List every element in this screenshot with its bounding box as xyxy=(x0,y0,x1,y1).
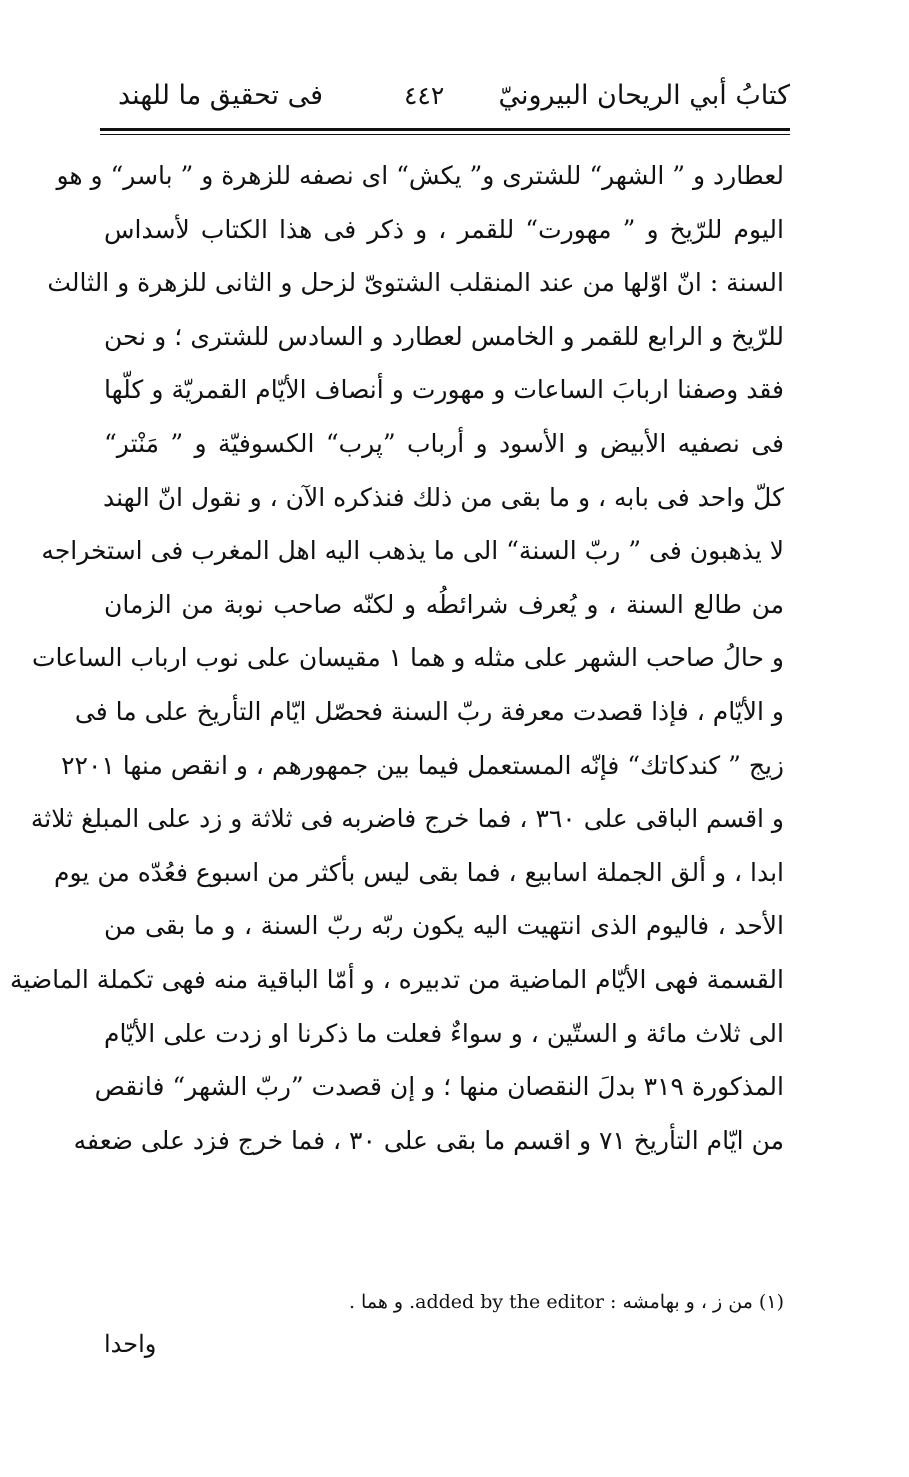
text-line: من طالع السنة ، و يُعرف شرائطُه و لكنّه صاحب نوبة من الزمان xyxy=(104,589,784,619)
text-line: من ايّام التأريخ ٧١ و اقسم ما بقى على ٣٠ ، فما خرج فزد على ضعفه xyxy=(73,1125,784,1155)
text-line: السنة : انّ اوّلها من عند المنقلب الشتوىّ لزحل و الثانى للزهرة و الثالث xyxy=(47,268,784,298)
page-number: ٤٤٢ xyxy=(404,81,445,110)
text-line: زيج ” كندكاتك“ فإنّه المستعمل فيما بين جمهورهم ، و انقص منها ٢٢٠١ xyxy=(61,750,784,780)
header-rule-thick xyxy=(100,128,790,131)
running-header xyxy=(100,76,790,120)
text-line: لعطارد و ” الشهر“ للشترى و” يكش“ اى نصفه للزهرة و ” باسر“ و هو xyxy=(56,161,784,190)
text-line: الى ثلاث مائة و الستّين ، و سواءٌ فعلت ما ذكرنا او زدت على الأيّام xyxy=(104,1018,784,1048)
text-line: فى نصفيه الأبيض و الأسود و أرباب ”پرب“ الكسوفيّة و ” مَنْتر“ xyxy=(104,428,784,458)
catchword: واحدا xyxy=(104,1330,157,1358)
text-line: فقد وصفنا اربابَ الساعات و مهورت و أنصاف الأيّام القمريّة و كلّها xyxy=(104,375,784,405)
running-header-book-title: كتابُ أبي الريحان البيرونيّ xyxy=(498,80,790,111)
text-line: كلّ واحد فى بابه ، و ما بقى من ذلك فنذكره الآن ، و نقول انّ الهند xyxy=(103,482,784,512)
header-rule-thin xyxy=(100,134,790,135)
text-line: اليوم للرّيخ و ” مهورت“ للقمر ، و ذكر فى هذا الكتاب لأسداس xyxy=(104,214,784,244)
text-line: ابدا ، و ألق الجملة اسابيع ، فما بقى ليس بأكثر من اسبوع فعُدّه من يوم xyxy=(54,857,784,887)
text-line: القسمة فهى الأيّام الماضية من تدبيره ، و أمّا الباقية منه فهى تكملة الماضية xyxy=(9,964,784,994)
text-line: و الأيّام ، فإذا قصدت معرفة ربّ السنة فحصّل ايّام التأريخ على ما فى xyxy=(74,696,784,726)
text-line: الأحد ، فاليوم الذى انتهيت اليه يكون ربّه ربّ السنة ، و ما بقى من xyxy=(104,911,784,941)
text-line: المذكورة ٣١٩ بدلَ النقصان منها ؛ و إن قصدت ”ربّ الشهر“ فانقص xyxy=(94,1072,784,1102)
text-line: للرّيخ و الرابع للقمر و الخامس لعطارد و السادس للشترى ؛ و نحن xyxy=(104,321,784,351)
running-header-subtitle: فى تحقيق ما للهند xyxy=(118,80,324,111)
text-line: و اقسم الباقى على ٣٦٠ ، فما خرج فاضربه فى ثلاثة و زد على المبلغ ثلاثة xyxy=(30,804,784,834)
footnote: (١) من ز ، و بهامشه : added by the editor. و هما . xyxy=(348,1291,784,1313)
main-text xyxy=(9,150,784,1168)
text-line: و حالُ صاحب الشهر على مثله و هما ١ مقيسان على نوب ارباب الساعات xyxy=(31,643,784,673)
text-line: لا يذهبون فى ” ربّ السنة“ الى ما يذهب اليه اهل المغرب فى استخراجه xyxy=(41,536,784,566)
